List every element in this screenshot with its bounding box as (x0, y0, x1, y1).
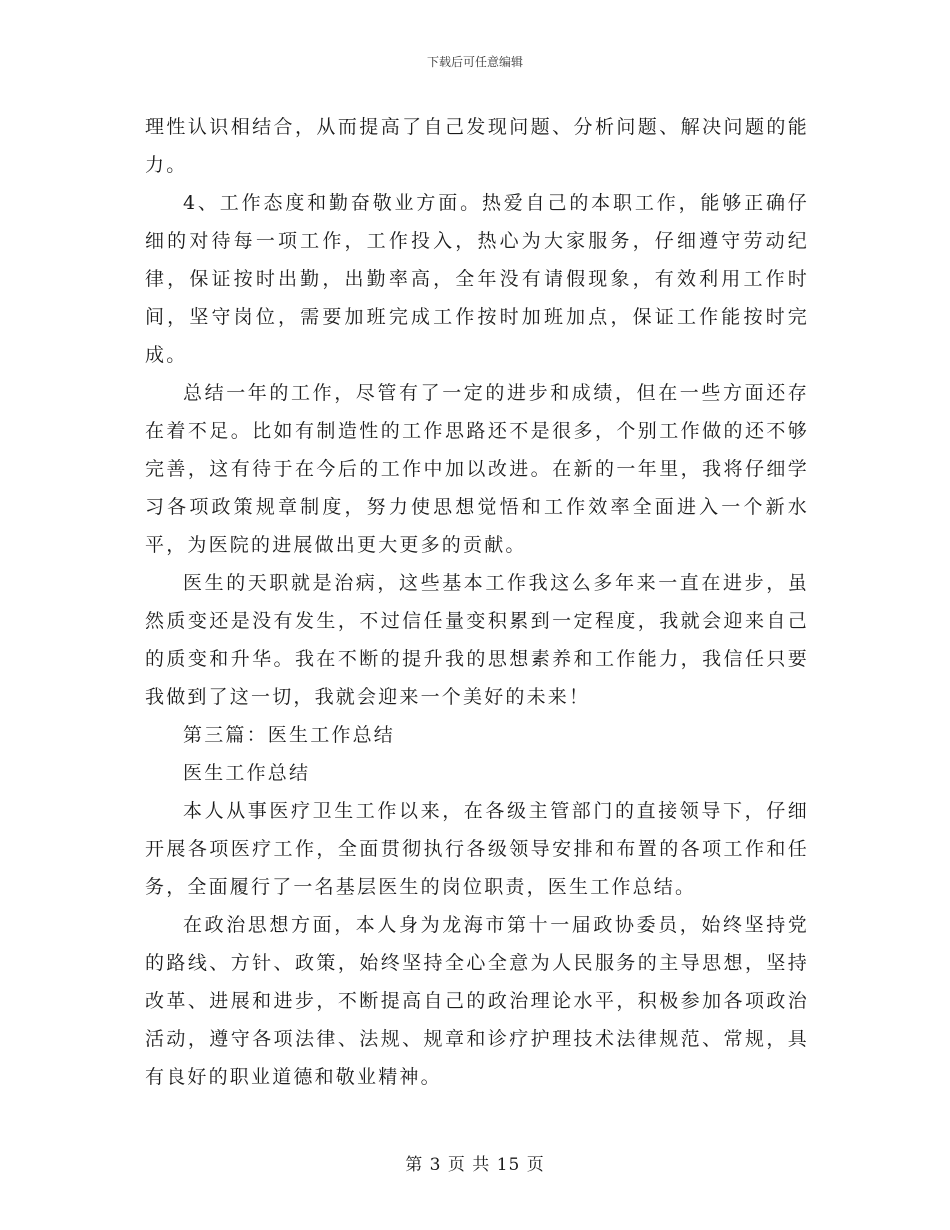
paragraph-continuation: 理性认识相结合，从而提高了自己发现问题、分析问题、解决问题的能力。 (145, 116, 809, 176)
paragraph-year-summary: 总结一年的工作，尽管有了一定的进步和成绩，但在一些方面还存在着不足。比如有制造性的工作思路还不是很多，个别工作做的还不够完善，这有待于在今后的工作中加以改进。在新的一年里，我将仔细学习各项政策规章制度，努力使思想觉悟和工作效率全面进入一个新水平，为医院的进展做出更大更多的贡献。 (145, 382, 809, 556)
paragraph-introduction: 本人从事医疗卫生工作以来，在各级主管部门的直接领导下，仔细开展各项医疗工作，全面贯彻执行各级领导安排和布置的各项工作和任务，全面履行了一名基层医生的岗位职责，医生工作总结。 (145, 800, 809, 898)
article-title: 医生工作总结 (183, 762, 311, 784)
page-header: 下载后可任意编辑 (426, 55, 523, 69)
paragraph-work-attitude: 4、工作态度和勤奋敬业方面。热爱自己的本职工作，能够正确仔细的对待每一项工作，工作投入，热心为大家服务，仔细遵守劳动纪律，保证按时出勤，出勤率高，全年没有请假现象，有效利用工作时间，坚守岗位，需要加班完成工作按时加班加点，保证工作能按时完成。 (145, 192, 809, 366)
paragraph-doctor-duty: 医生的天职就是治病，这些基本工作我这么多年来一直在进步，虽然质变还是没有发生，不过信任量变积累到一定程度，我就会迎来自己的质变和升华。我在不断的提升我的思想素养和工作能力，我信任只要我做到了这一切，我就会迎来一个美好的未来！ (145, 572, 809, 708)
paragraph-political-thought: 在政治思想方面，本人身为龙海市第十一届政协委员，始终坚持党的路线、方针、政策，始终坚持全心全意为人民服务的主导思想，坚持改革、进展和进步，不断提高自己的政治理论水平，积极参加各项政治活动，遵守各项法律、法规、规章和诊疗护理技术法律规范、常规，具有良好的职业道德和敬业精神。 (145, 914, 809, 1088)
section-heading: 第三篇：医生工作总结 (183, 724, 396, 746)
document-body (145, 108, 809, 1096)
page-number: 第 3 页 共 15 页 (405, 1155, 545, 1175)
